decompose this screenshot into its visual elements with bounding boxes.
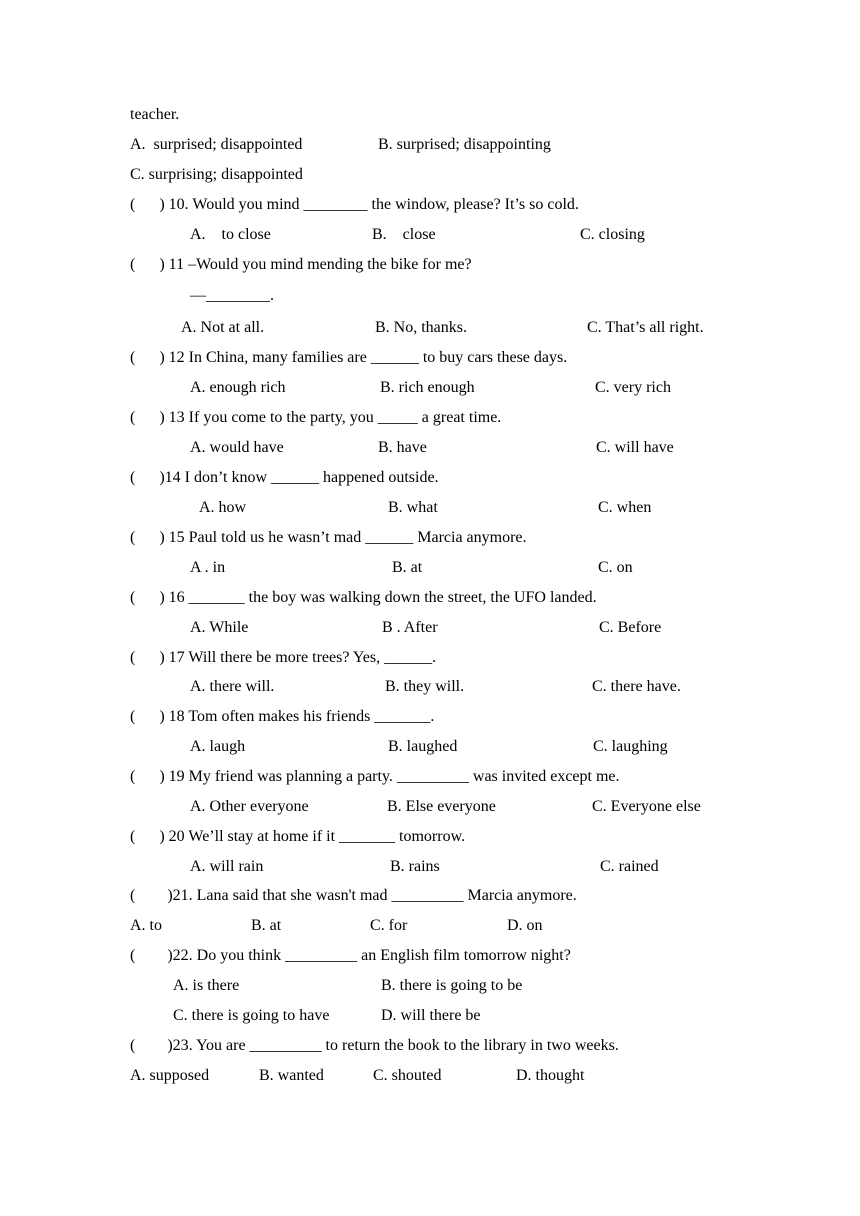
q9-option-a: A. surprised; disappointed [130,136,303,153]
q21-option-b: B. at [251,917,282,934]
continuation-text: teacher. [130,106,180,123]
question-13: ( ) 13 If you come to the party, you _____ a great time. [130,409,502,426]
question-18: ( ) 18 Tom often makes his friends _______. [130,708,435,725]
q22-option-d: D. will there be [381,1007,481,1024]
q20-option-b: B. rains [390,858,440,875]
question-17: ( ) 17 Will there be more trees? Yes, ______. [130,649,437,666]
question-16: ( ) 16 _______ the boy was walking down the street, the UFO landed. [130,589,597,606]
q17-option-c: C. there have. [592,678,681,695]
q11-answer-blank: —________. [190,287,274,304]
q11-option-b: B. No, thanks. [375,319,467,336]
q17-option-b: B. they will. [385,678,465,695]
q23-option-d: D. thought [516,1067,585,1084]
question-19: ( ) 19 My friend was planning a party. _________ was invited except me. [130,768,620,785]
q10-option-b: B. close [372,226,436,243]
q18-option-c: C. laughing [593,738,668,755]
q22-option-b: B. there is going to be [381,977,523,994]
question-21: ( )21. Lana said that she wasn't mad _________ Marcia anymore. [130,887,577,904]
question-23: ( )23. You are _________ to return the book to the library in two weeks. [130,1037,619,1054]
q23-option-a: A. supposed [130,1067,210,1084]
q10-option-a: A. to close [190,226,271,243]
q15-option-c: C. on [598,559,633,576]
question-14: ( )14 I don’t know ______ happened outside. [130,469,439,486]
q20-option-c: C. rained [600,858,659,875]
q22-option-c: C. there is going to have [173,1007,330,1024]
q12-option-b: B. rich enough [380,379,475,396]
q13-option-a: A. would have [190,439,284,456]
q14-option-a: A. how [199,499,247,516]
q15-option-b: B. at [392,559,423,576]
q18-option-b: B. laughed [388,738,458,755]
q18-option-a: A. laugh [190,738,246,755]
question-12: ( ) 12 In China, many families are ______ to buy cars these days. [130,349,568,366]
q21-option-d: D. on [507,917,543,934]
q21-option-a: A. to [130,917,162,934]
question-10: ( ) 10. Would you mind ________ the window, please? It’s so cold. [130,196,579,213]
q11-option-c: C. That’s all right. [587,319,704,336]
q14-option-b: B. what [388,499,438,516]
q21-option-c: C. for [370,917,408,934]
question-22: ( )22. Do you think _________ an English film tomorrow night? [130,947,571,964]
q10-option-c: C. closing [580,226,645,243]
q23-option-c: C. shouted [373,1067,442,1084]
q20-option-a: A. will rain [190,858,264,875]
q16-option-c: C. Before [599,619,662,636]
q15-option-a: A . in [190,559,226,576]
question-20: ( ) 20 We’ll stay at home if it _______ tomorrow. [130,828,466,845]
q16-option-a: A. While [190,619,249,636]
q13-option-c: C. will have [596,439,674,456]
q22-option-a: A. is there [173,977,240,994]
q14-option-c: C. when [598,499,652,516]
question-15: ( ) 15 Paul told us he wasn’t mad ______ Marcia anymore. [130,529,527,546]
q19-option-b: B. Else everyone [387,798,496,815]
q12-option-c: C. very rich [595,379,671,396]
q16-option-b: B . After [382,619,438,636]
q19-option-a: A. Other everyone [190,798,309,815]
q13-option-b: B. have [378,439,427,456]
q19-option-c: C. Everyone else [592,798,701,815]
q23-option-b: B. wanted [259,1067,324,1084]
q12-option-a: A. enough rich [190,379,286,396]
q9-option-c: C. surprising; disappointed [130,166,303,183]
question-11: ( ) 11 –Would you mind mending the bike for me? [130,256,472,273]
q9-option-b: B. surprised; disappointing [378,136,551,153]
q17-option-a: A. there will. [190,678,275,695]
q11-option-a: A. Not at all. [181,319,265,336]
